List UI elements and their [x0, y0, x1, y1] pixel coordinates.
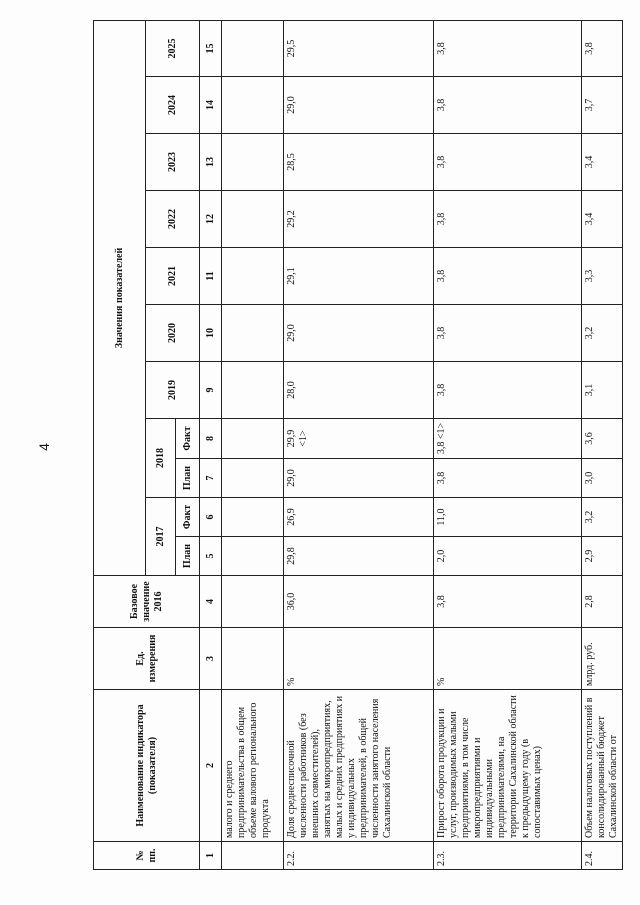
row-name: малого и среднего предпринимательства в общем объеме валового регионального продукта — [222, 690, 284, 842]
row-cell: 28,0 — [284, 362, 434, 419]
table-row — [434, 20, 582, 869]
column-number: 9 — [200, 362, 222, 419]
rotated-table-container — [93, 20, 620, 870]
row-cell — [222, 498, 284, 537]
header-base: Базовое значение 2016 — [94, 576, 200, 628]
row-cell: 2,0 — [434, 537, 582, 576]
column-number: 5 — [200, 537, 222, 576]
row-cell: 29,9 <1> — [284, 419, 434, 459]
row-cell: 3,8 — [582, 20, 623, 76]
row-cell — [222, 134, 284, 191]
column-number: 3 — [200, 628, 222, 690]
header-num: № пп. — [94, 842, 200, 870]
row-base: 2,8 — [582, 576, 623, 628]
row-cell — [222, 362, 284, 419]
row-cell — [222, 191, 284, 248]
row-base: 36,0 — [284, 576, 434, 628]
row-unit: % — [434, 628, 582, 690]
column-number: 12 — [200, 191, 222, 248]
row-cell: 29,0 — [284, 459, 434, 498]
row-cell: 11,0 — [434, 498, 582, 537]
row-cell — [222, 20, 284, 76]
row-cell: 3,1 — [582, 362, 623, 419]
row-num — [222, 842, 284, 870]
row-cell: 3,8 — [434, 459, 582, 498]
header-year-2017: 2017 — [146, 498, 176, 576]
row-cell: 29,1 — [284, 248, 434, 305]
row-cell: 3,0 — [582, 459, 623, 498]
header-year-2019: 2019 — [146, 362, 200, 419]
column-number: 8 — [200, 419, 222, 459]
row-cell: 3,8 — [434, 191, 582, 248]
header-unit: Ед. измерения — [94, 628, 200, 690]
header-year-2020: 2020 — [146, 305, 200, 362]
table-row — [582, 20, 623, 869]
row-cell: 29,0 — [284, 305, 434, 362]
row-base: 3,8 — [434, 576, 582, 628]
row-cell: 3,8 — [434, 77, 582, 134]
row-name: Объем налоговых поступлений в консолидированный бюджет Сахалинской области от — [582, 690, 623, 842]
column-number: 4 — [200, 576, 222, 628]
row-cell: 3,8 <1> — [434, 419, 582, 459]
header-name: Наименование индикатора (показателя) — [94, 690, 200, 842]
row-cell: 3,8 — [434, 134, 582, 191]
row-cell — [222, 77, 284, 134]
header-year-2025: 2025 — [146, 20, 200, 76]
row-cell — [222, 248, 284, 305]
row-cell: 3,6 — [582, 419, 623, 459]
column-number: 11 — [200, 248, 222, 305]
column-number: 13 — [200, 134, 222, 191]
row-cell: 3,8 — [434, 248, 582, 305]
header-2017-fact: Факт — [176, 498, 200, 537]
column-number: 14 — [200, 77, 222, 134]
row-cell: 3,8 — [434, 305, 582, 362]
header-2018-fact: Факт — [176, 419, 200, 459]
table-row — [284, 20, 434, 869]
row-num: 2.4. — [582, 842, 623, 870]
row-cell: 26,9 — [284, 498, 434, 537]
column-number: 2 — [200, 690, 222, 842]
row-base — [222, 576, 284, 628]
row-num: 2.2. — [284, 842, 434, 870]
header-year-2021: 2021 — [146, 248, 200, 305]
row-cell: 29,2 — [284, 191, 434, 248]
row-cell — [222, 419, 284, 459]
row-cell: 3,4 — [582, 191, 623, 248]
row-cell: 29,8 — [284, 537, 434, 576]
row-cell — [222, 305, 284, 362]
row-cell: 3,8 — [434, 20, 582, 76]
row-unit — [222, 628, 284, 690]
row-cell: 3,2 — [582, 305, 623, 362]
row-cell: 29,5 — [284, 20, 434, 76]
row-cell — [222, 459, 284, 498]
column-number: 10 — [200, 305, 222, 362]
column-number: 7 — [200, 459, 222, 498]
row-cell: 3,2 — [582, 498, 623, 537]
header-year-2022: 2022 — [146, 191, 200, 248]
header-values-group: Значения показателей — [94, 20, 146, 575]
row-cell: 2,9 — [582, 537, 623, 576]
row-unit: млрд. руб. — [582, 628, 623, 690]
header-2017-plan: План — [176, 537, 200, 576]
column-number: 6 — [200, 498, 222, 537]
row-num: 2.3. — [434, 842, 582, 870]
header-year-2018: 2018 — [146, 419, 176, 498]
header-year-2023: 2023 — [146, 134, 200, 191]
header-2018-plan: План — [176, 459, 200, 498]
row-cell: 3,4 — [582, 134, 623, 191]
row-name: Прирост оборота продукции и услуг, производимых малыми предприятиями, в том числе микропредприятиями и индивидуальными предпринимателями, на территории Сахалинской области к предыдущему году (в сопоставимых ценах) — [434, 690, 582, 842]
indicators-table — [93, 20, 623, 870]
row-cell: 3,7 — [582, 77, 623, 134]
row-cell: 28,5 — [284, 134, 434, 191]
row-cell: 29,0 — [284, 77, 434, 134]
row-cell: 3,3 — [582, 248, 623, 305]
row-cell: 3,8 — [434, 362, 582, 419]
column-number: 15 — [200, 20, 222, 76]
column-number: 1 — [200, 842, 222, 870]
row-cell — [222, 537, 284, 576]
header-year-2024: 2024 — [146, 77, 200, 134]
page-number: 4 — [35, 443, 52, 451]
table-row — [222, 20, 284, 869]
row-name: Доля среднесписочной численности работников (без внешних совместителей), занятых на микропредприятиях, малых и средних предприятиях и у индивидуальных предпринимателей, в общей численности занятого населения Сахалинской области — [284, 690, 434, 842]
row-unit: % — [284, 628, 434, 690]
